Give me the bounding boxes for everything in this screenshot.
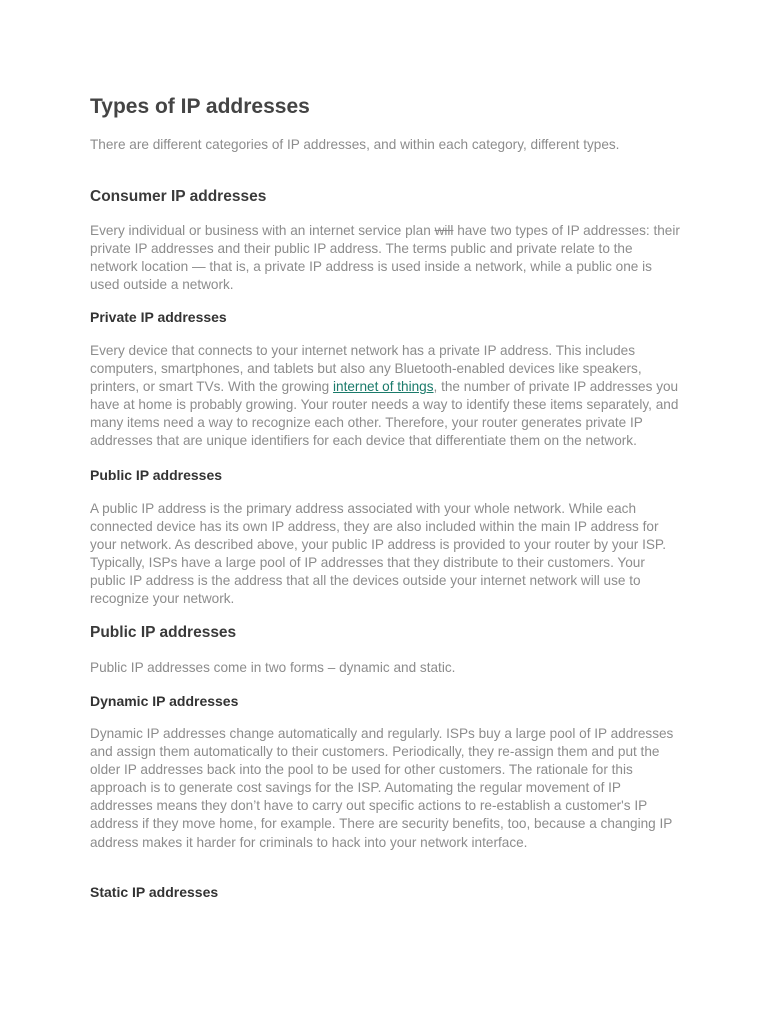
public-paragraph: A public IP address is the primary address associated with your whole network. While each connected device has its own IP address, they are also included within the main IP address for your network. As described above, your public IP address is provided to your router by your ISP. Typically, ISPs have a large pool of IP addresses that they distribute to their customers. Your public IP address is the address that all the devices outside your internet network will use to recognize your network. (90, 501, 667, 607)
consumer-text-end: have two types of IP addresses: their private IP addresses and their public IP address. The terms public and private relate to the network location — that is, a private IP address is used inside a network, while a public one is used outside a network. (90, 223, 680, 293)
public-forms-paragraph: Public IP addresses come in two forms – dynamic and static. (90, 660, 456, 675)
intro-paragraph: There are different categories of IP addresses, and within each category, different types. (90, 137, 620, 152)
private-text-end: , the number of private IP addresses you have at home is probably growing. Your router needs a way to identify these items separately, and many items need a way to recognize each other. Therefore, your router generates private IP addresses that are unique identifiers for each device that differentiate them on the network. (90, 379, 679, 449)
dynamic-heading: Dynamic IP addresses (90, 693, 239, 709)
consumer-paragraph (90, 222, 680, 294)
private-text-start: Every device that connects to your internet network has a private IP address. This includes computers, smartphones, and tablets but also any Bluetooth-enabled devices like speakers, printers, or smart TVs. With the growing (90, 343, 642, 395)
public-heading: Public IP addresses (90, 467, 223, 483)
private-paragraph (90, 342, 680, 451)
struck-word: will (434, 223, 454, 238)
page-title: Types of IP addresses (90, 95, 310, 118)
dynamic-paragraph: Dynamic IP addresses change automatically and regularly. ISPs buy a large pool of IP addresses and assign them automatically to their customers. Periodically, they re-assign them and put the older IP addresses back into the pool to be used for other customers. The rationale for this approach is to generate cost savings for the ISP. Automating the regular movement of IP addresses means they don’t have to carry out specific actions to re-establish a customer's IP address if they move home, for example. There are security benefits, too, because a changing IP address makes it harder for criminals to hack into your network interface. (90, 726, 674, 850)
public-forms-heading: Public IP addresses (90, 624, 237, 641)
static-heading: Static IP addresses (90, 884, 219, 900)
consumer-heading: Consumer IP addresses (90, 188, 267, 205)
consumer-text-start: Every individual or business with an internet service plan (90, 223, 435, 238)
private-heading: Private IP addresses (90, 309, 227, 325)
internet-of-things-link[interactable]: internet of things (333, 379, 434, 395)
